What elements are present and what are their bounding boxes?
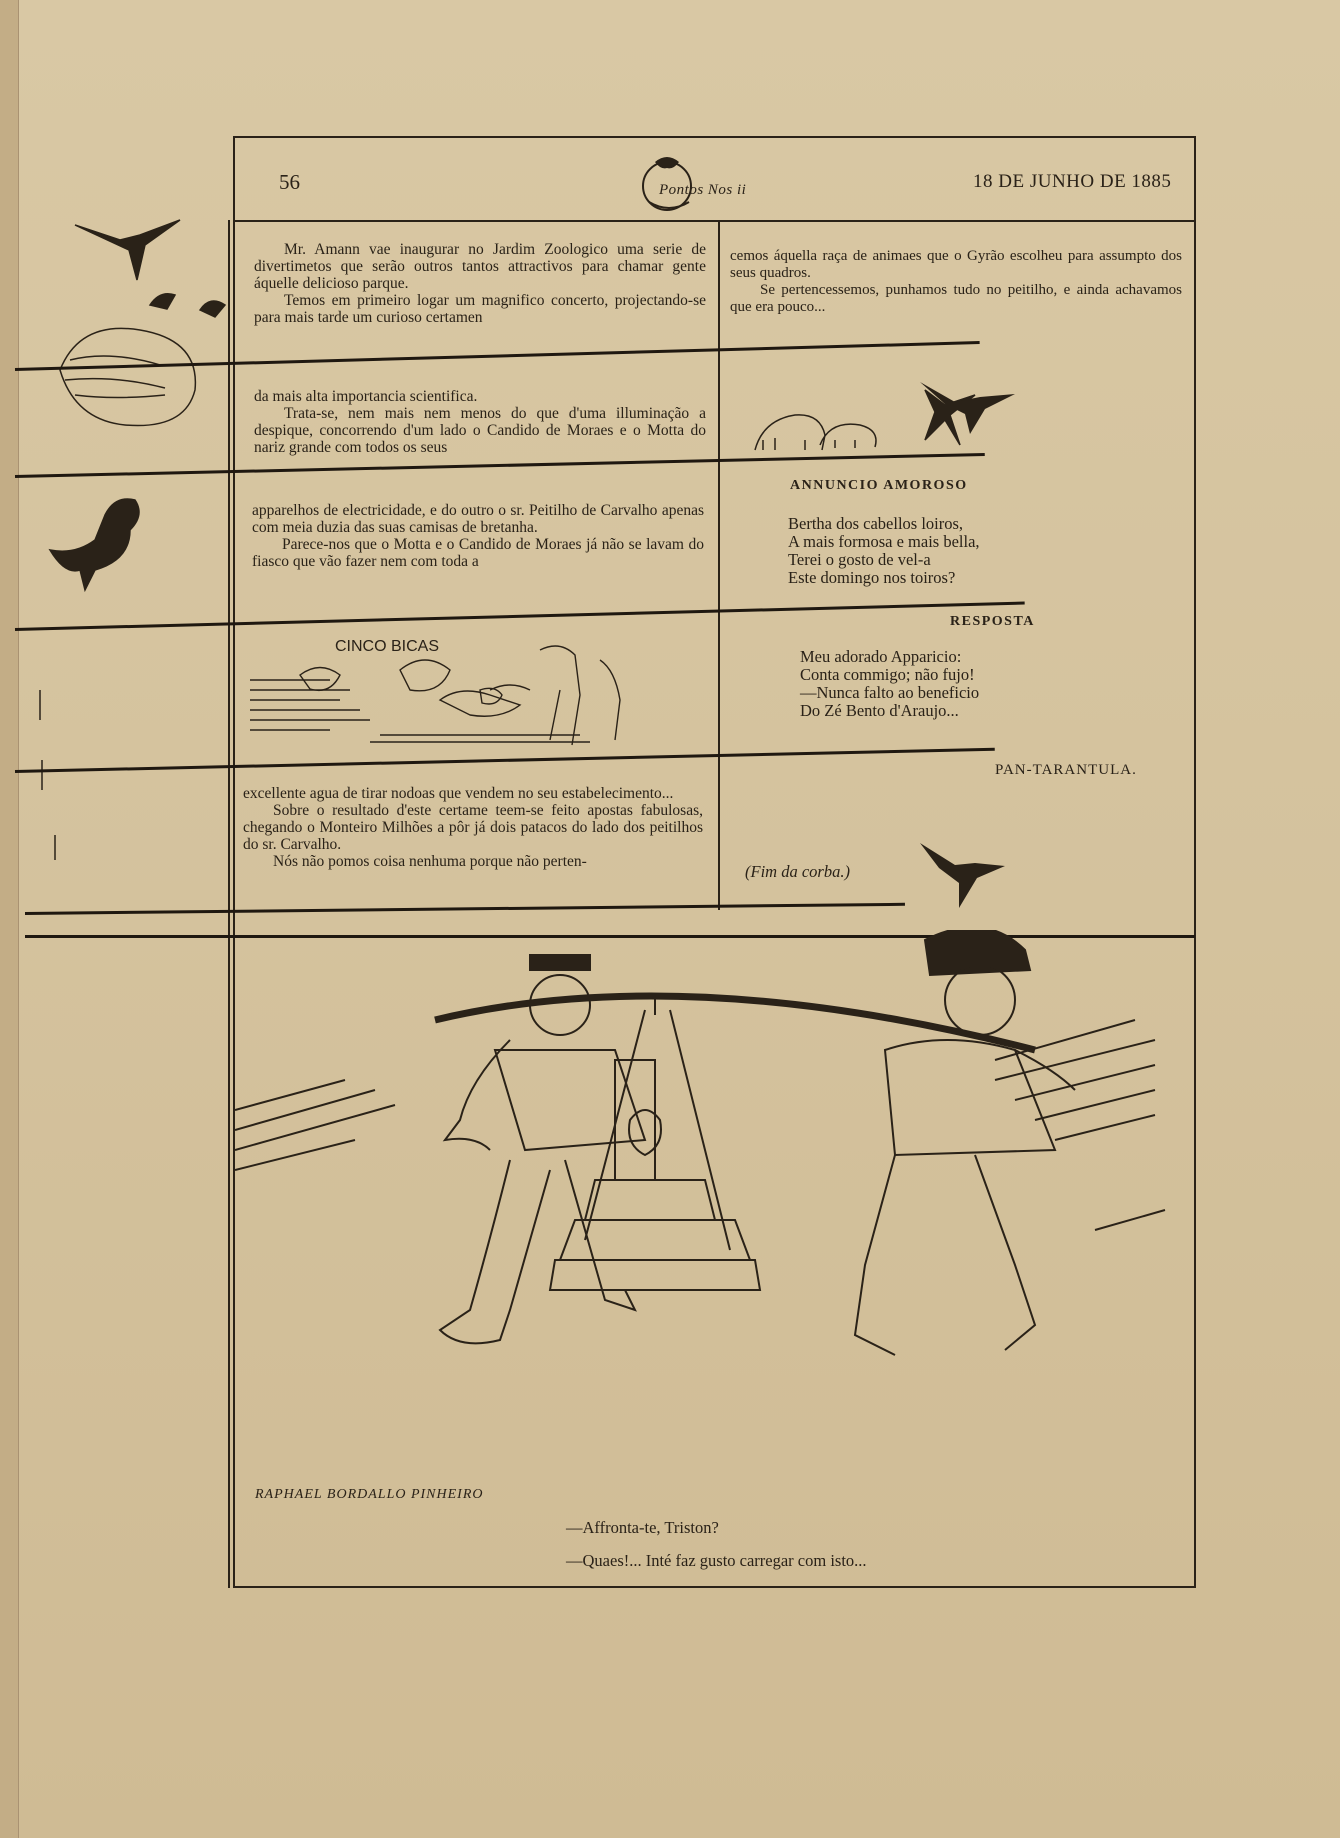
- paragraph: Trata-se, nem mais nem menos do que d'uma illuminação a despique, concorrendo d'um lado o Candido de Moraes e o Motta do nariz grande com todos os seus: [254, 405, 706, 456]
- paragraph: Temos em primeiro logar um magnifico concerto, projectando-se para mais tarde um curioso certamen: [254, 292, 706, 326]
- birds-sketch-icon: [20, 210, 240, 860]
- paragraph: Sobre o resultado d'este certame teem-se feito apostas fabulosas, chegando o Monteiro Milhões a pôr já dois patacos do lado dos peitilhos do sr. Carvalho.: [243, 802, 703, 853]
- main-illustration: [235, 930, 1185, 1490]
- poem-line: —Nunca falto ao beneficio: [800, 683, 980, 702]
- paragraph: Nós não pomos coisa nenhuma porque não perten-: [273, 853, 587, 870]
- page-number: 56: [279, 170, 300, 194]
- poem-line: Terei o gosto de vel-a: [788, 550, 931, 569]
- paragraph: apparelhos de electricidade, e do outro o sr. Peitilho de Carvalho apenas com meia duzia das suas camisas de bretanha.: [252, 502, 704, 536]
- page-edge-strip: [0, 0, 19, 1838]
- resposta-poem: [800, 648, 979, 720]
- swallow-icon: [918, 380, 1018, 450]
- left-text-block-2: [254, 388, 706, 456]
- masthead: [635, 152, 765, 214]
- resposta-title: RESPOSTA: [950, 614, 1035, 629]
- left-text-block-3: [252, 502, 704, 570]
- author-signature: PAN-TARANTULA.: [995, 762, 1137, 778]
- right-text-block-1: [730, 248, 1182, 316]
- caption-line-1: —Affronta-te, Triston?: [566, 1518, 719, 1537]
- fountain-sketch-icon: [240, 630, 650, 750]
- paragraph: Mr. Amann vae inaugurar no Jardim Zoologico uma serie de divertimetos que serão outros tantos attractivos para chamar gente áquelle delicioso parque.: [254, 241, 706, 292]
- paragraph: cemos áquella raça de animaes que o Gyrão escolheu para assumpto dos seus quadros.: [730, 248, 1182, 281]
- paragraph: Parece-nos que o Motta e o Candido de Moraes já não se lavam do fiasco que vão fazer nem com toda a: [252, 536, 704, 570]
- swallow-bottom: [918, 838, 1008, 913]
- poem-line: Este domingo nos toiros?: [788, 568, 956, 587]
- artist-signature: RAPHAEL BORDALLO PINHEIRO: [255, 1487, 484, 1502]
- paragraph: Se pertencessemos, punhamos tudo no peitilho, e ainda achavamos que era pouco...: [730, 282, 1182, 315]
- left-text-block-1: [254, 241, 706, 326]
- caption-line-2: —Quaes!... Inté faz gusto carregar com isto...: [566, 1551, 867, 1570]
- annuncio-title: ANNUNCIO AMOROSO: [790, 478, 968, 493]
- poem-line: Meu adorado Apparicio:: [800, 647, 962, 666]
- paragraph: da mais alta importancia scientifica.: [254, 388, 478, 405]
- left-text-block-4: [243, 785, 703, 870]
- cinco-bicas-sketch: [240, 630, 650, 750]
- column-divider: [718, 220, 720, 910]
- poem-line: Bertha dos cabellos loiros,: [788, 514, 964, 533]
- paragraph: excellente agua de tirar nodoas que vendem no seu estabelecimento...: [243, 785, 674, 802]
- swallow-top: [918, 380, 1018, 450]
- end-note: (Fim da corba.): [745, 862, 850, 881]
- porters-carrying-fountain-icon: [235, 930, 1185, 1490]
- margin-sketches: [20, 210, 240, 860]
- issue-date: 18 DE JUNHO DE 1885: [973, 171, 1172, 192]
- poem-line: A mais formosa e mais bella,: [788, 532, 980, 551]
- poem-line: Do Zé Bento d'Araujo...: [800, 701, 959, 720]
- annuncio-poem: [788, 515, 980, 587]
- header-rule: [233, 220, 1196, 222]
- swallow-icon: [918, 838, 1008, 913]
- sketch-label: CINCO BICAS: [335, 638, 440, 655]
- poem-line: Conta commigo; não fujo!: [800, 665, 975, 684]
- masthead-title: Pontos Nos ii: [659, 182, 747, 198]
